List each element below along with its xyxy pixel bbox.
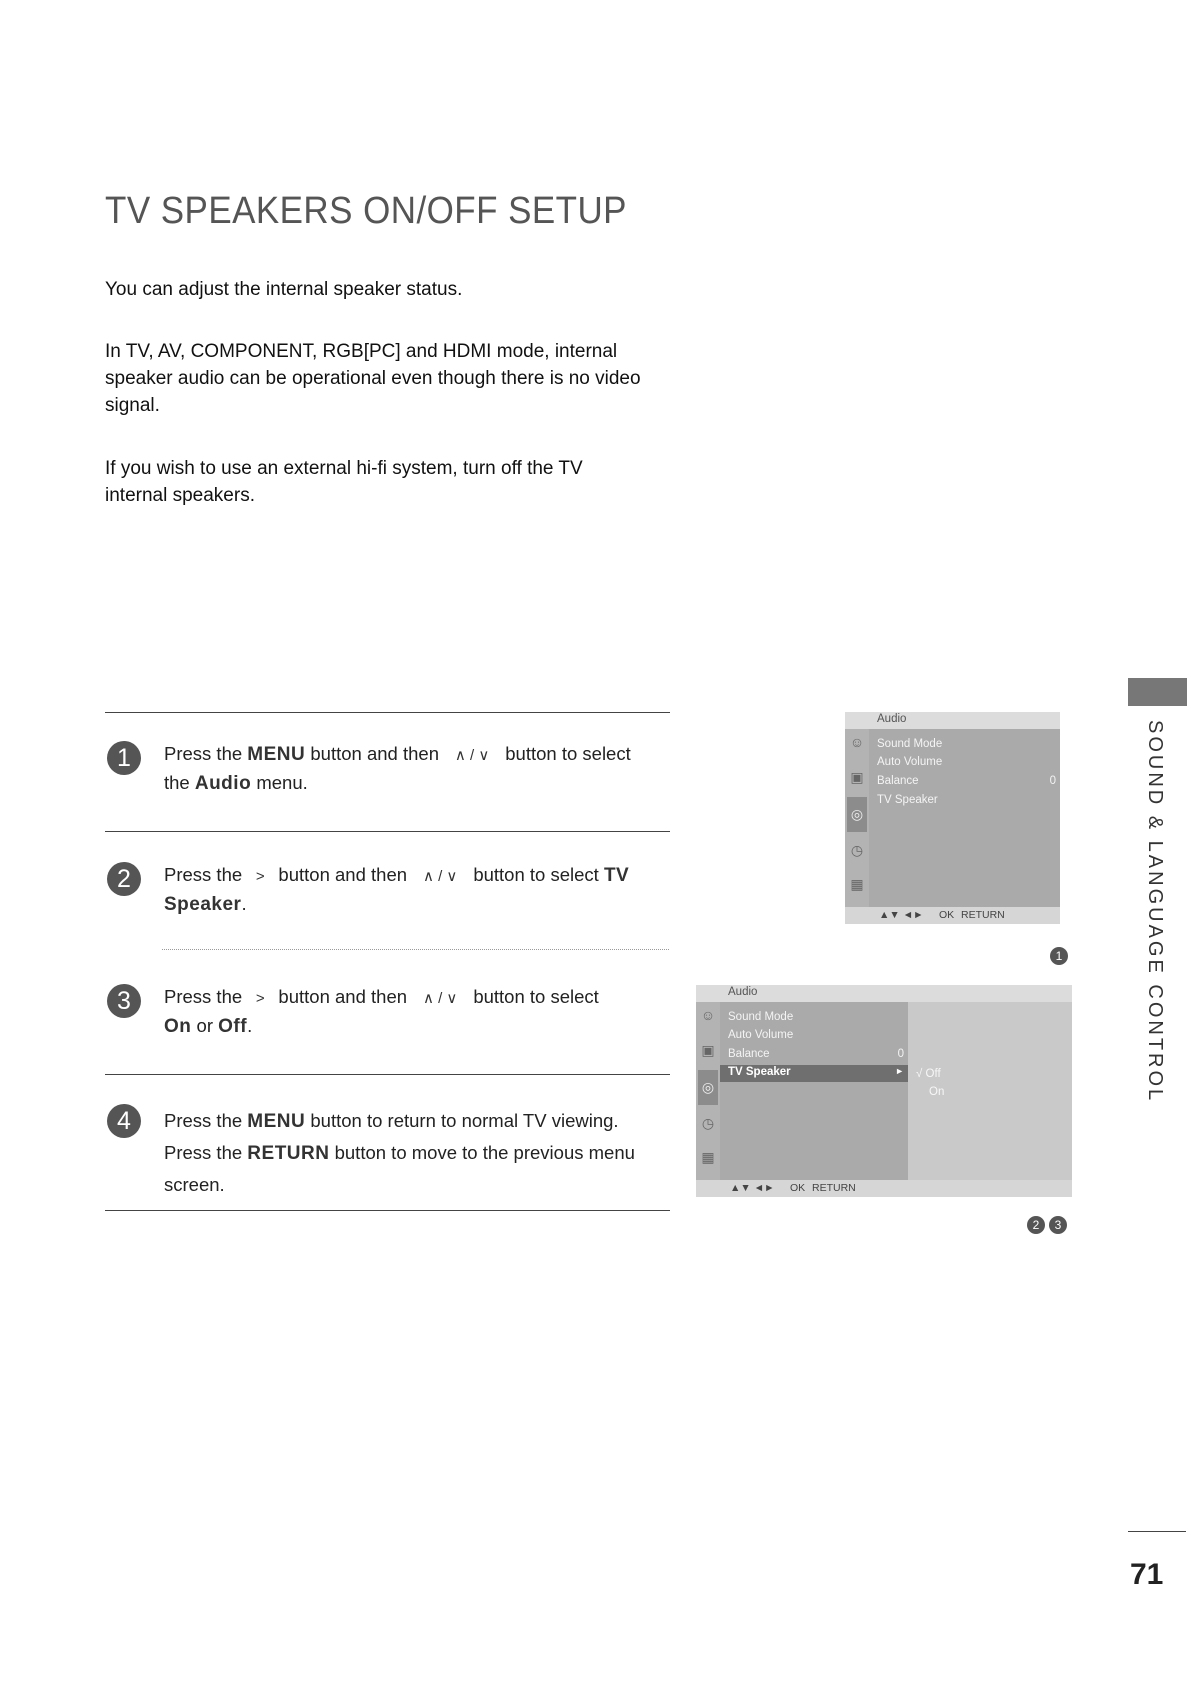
menu-item-balance[interactable]: Balance — [728, 1048, 770, 1060]
step-3-text: Press the > button and then ∧ / ∨ button to select On or Off. — [164, 986, 599, 1037]
osd-header: Audio — [696, 985, 1072, 1002]
divider — [105, 831, 670, 832]
up-down-icon: ∧ / ∨ — [454, 747, 490, 764]
menu-item-tv-speaker-selected[interactable]: TV Speaker ► — [720, 1065, 908, 1082]
reference-marker: 2 — [1027, 1216, 1045, 1234]
on-key: On — [164, 1016, 192, 1037]
picture-icon: ☺ — [700, 1007, 716, 1023]
step-2-text: Press the > button and then ∧ / ∨ button to select TV Speaker. — [164, 864, 630, 915]
time-icon: ◷ — [701, 1115, 715, 1131]
menu-key: MENU — [247, 1111, 306, 1132]
menu-item-sound-mode[interactable]: Sound Mode — [877, 738, 943, 750]
step-number-4: 4 — [107, 1104, 141, 1138]
osd-audio-menu — [845, 712, 1060, 924]
option-off[interactable]: √ Off — [916, 1068, 941, 1080]
menu-item-balance[interactable]: Balance — [877, 775, 919, 787]
nav-arrows-icon: ▲▼ ◄► — [730, 1182, 775, 1194]
divider — [105, 1074, 670, 1075]
lock-icon: ▦ — [701, 1149, 715, 1165]
page-number: 71 — [1130, 1558, 1164, 1591]
reference-marker: 1 — [1050, 947, 1068, 965]
screen-icon: ▣ — [701, 1042, 715, 1058]
nav-arrows-icon: ▲▼ ◄► — [879, 909, 924, 921]
osd-icon-column — [845, 729, 869, 907]
audio-icon: ◎ — [698, 1070, 718, 1105]
step-4-text: Press the MENU button to return to normal TV viewing. Press the RETURN button to move to the previous menu screen. — [164, 1110, 635, 1195]
osd-audio-submenu — [696, 985, 1072, 1197]
step-number-3: 3 — [107, 984, 141, 1018]
up-down-icon: ∧ / ∨ — [422, 990, 458, 1007]
time-icon: ◷ — [850, 842, 864, 858]
osd-menu-list — [869, 729, 1060, 907]
balance-value: 0 — [1049, 775, 1056, 787]
lock-icon: ▦ — [850, 876, 864, 892]
right-arrow-icon: > — [255, 868, 265, 885]
intro-paragraph-2: In TV, AV, COMPONENT, RGB[PC] and HDMI mode, internal speaker audio can be operational even though there is no video signal. — [105, 341, 641, 416]
divider — [1128, 1531, 1186, 1532]
divider-dotted — [162, 949, 669, 950]
osd-icon-column — [696, 1002, 720, 1180]
divider — [105, 1210, 670, 1211]
section-tab-marker — [1128, 678, 1187, 706]
menu-item-sound-mode[interactable]: Sound Mode — [728, 1011, 794, 1023]
audio-icon: ◎ — [847, 797, 867, 832]
return-key: RETURN — [247, 1143, 330, 1164]
tv-speaker-key: Speaker — [164, 894, 242, 915]
step-1-text: Press the MENU button and then ∧ / ∨ button to select the Audio menu. — [164, 743, 631, 794]
menu-key: MENU — [247, 744, 306, 765]
menu-item-auto-volume[interactable]: Auto Volume — [728, 1029, 794, 1041]
osd-menu-list — [720, 1002, 908, 1180]
step-number-1: 1 — [107, 741, 141, 775]
osd-header: Audio — [845, 712, 1060, 729]
osd-footer: ▲▼ ◄► OK RETURN — [696, 1180, 1072, 1197]
menu-item-tv-speaker[interactable]: TV Speaker — [877, 794, 938, 806]
off-key: Off — [218, 1016, 248, 1037]
step-number-2: 2 — [107, 862, 141, 896]
divider — [105, 712, 670, 713]
up-down-icon: ∧ / ∨ — [422, 868, 458, 885]
audio-key: Audio — [194, 773, 252, 794]
page-title: TV SPEAKERS ON/OFF SETUP — [105, 190, 627, 232]
right-arrow-icon: > — [255, 990, 265, 1007]
osd-footer: ▲▼ ◄► OK RETURN — [845, 907, 1060, 924]
balance-value: 0 — [897, 1048, 904, 1060]
intro-paragraph-1: You can adjust the internal speaker status. — [105, 279, 463, 300]
intro-paragraph-3: If you wish to use an external hi-fi system, turn off the TV internal speakers. — [105, 458, 583, 506]
submenu-arrow-icon: ► — [895, 1066, 904, 1076]
section-label: SOUND & LANGUAGE CONTROL — [1144, 720, 1166, 1104]
reference-marker: 3 — [1049, 1216, 1067, 1234]
screen-icon: ▣ — [850, 769, 864, 785]
osd-option-panel — [908, 1002, 1072, 1180]
option-on[interactable]: On — [929, 1086, 945, 1098]
menu-item-auto-volume[interactable]: Auto Volume — [877, 756, 943, 768]
picture-icon: ☺ — [849, 734, 865, 750]
